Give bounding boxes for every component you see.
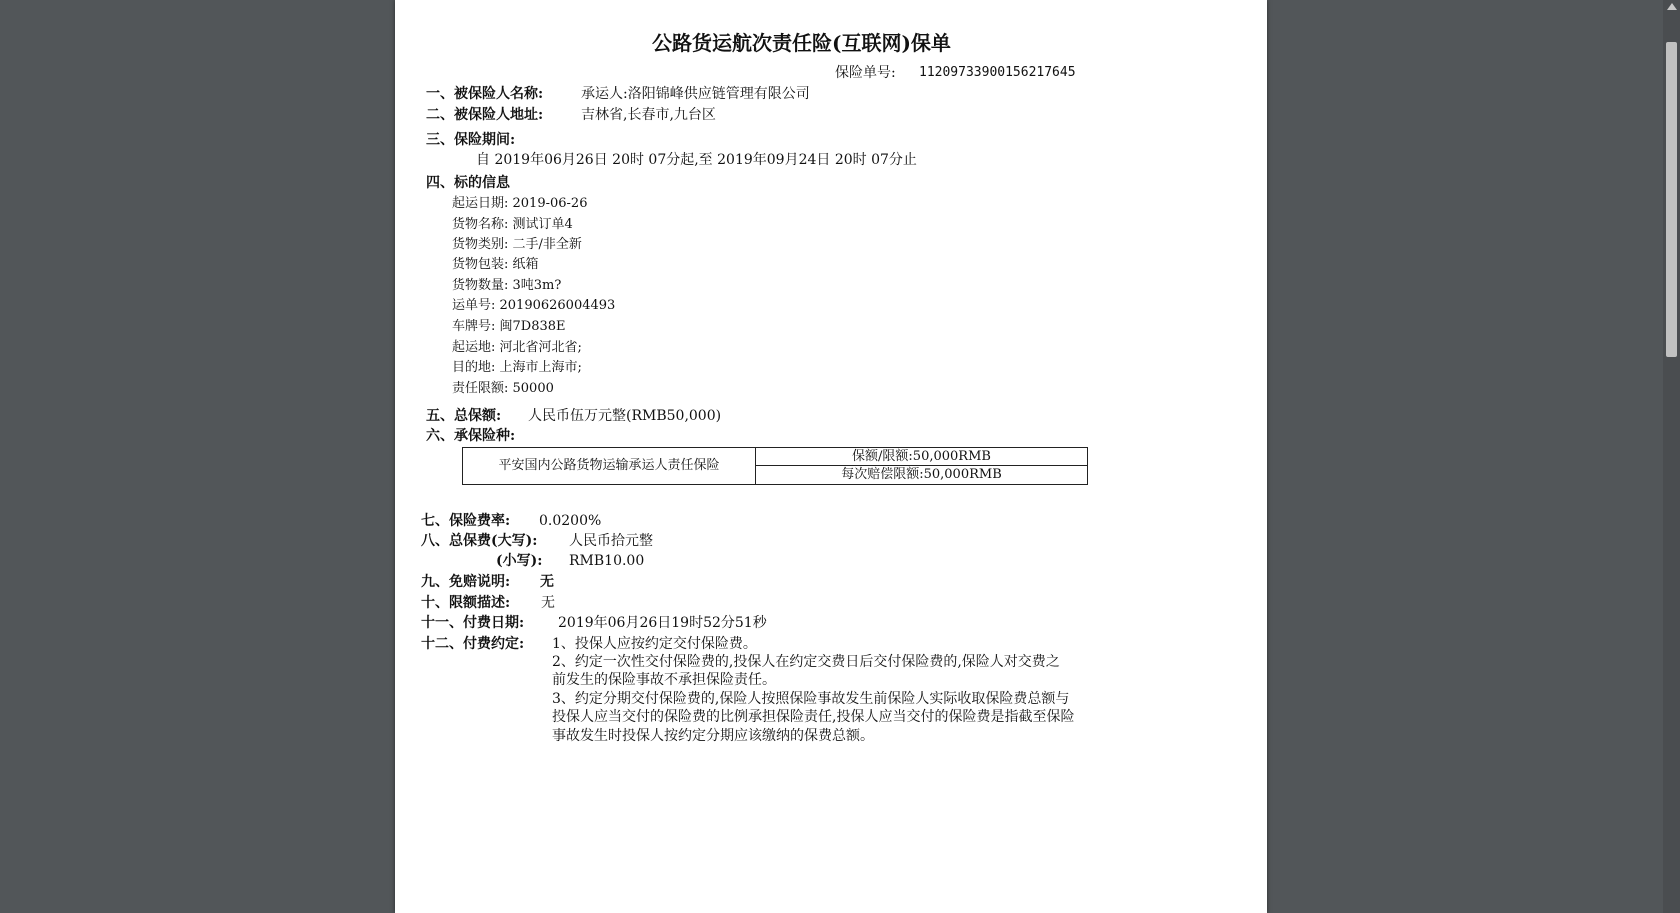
subject-item: 货物名称: 测试订单4 xyxy=(452,217,573,232)
scroll-thumb[interactable] xyxy=(1666,42,1677,357)
coverage-name: 平安国内公路货物运输承运人责任保险 xyxy=(463,448,756,484)
premium-rate-label: 七、保险费率: xyxy=(421,513,511,529)
subject-info-label: 四、标的信息 xyxy=(426,175,510,191)
agreement-line: 3、约定分期交付保险费的,保险人按照保险事故发生前保险人实际收取保险费总额与 xyxy=(552,691,1070,707)
agreement-line: 投保人应当交付的保险费的比例承担保险责任,投保人应当交付的保险费是指截至保险 xyxy=(552,709,1075,725)
subject-item: 货物数量: 3吨3m? xyxy=(452,278,562,293)
agreement-line: 2、约定一次性交付保险费的,投保人在约定交费日后交付保险费的,保险人对交费之 xyxy=(552,654,1060,670)
insurance-period-value: 自 2019年06月26日 20时 07分起,至 2019年09月24日 20时 07分止 xyxy=(476,152,917,168)
subject-item: 运单号: 20190626004493 xyxy=(452,298,616,313)
insured-name-value: 承运人:洛阳锦峰供应链管理有限公司 xyxy=(581,86,810,102)
total-premium-small-value: RMB10.00 xyxy=(569,553,645,569)
limit-description-label: 十、限额描述: xyxy=(421,595,511,611)
limit-description-value: 无 xyxy=(541,595,555,611)
deductible-value: 无 xyxy=(540,574,554,590)
coverage-table xyxy=(462,447,1088,485)
total-premium-small-label: (小写): xyxy=(496,553,543,569)
coverage-per-claim-limit: 每次赔偿限额:50,000RMB xyxy=(841,467,1002,482)
policy-number-label: 保险单号: xyxy=(835,65,896,81)
premium-rate-value: 0.0200% xyxy=(539,513,602,529)
payment-agreement-label: 十二、付费约定: xyxy=(421,636,525,652)
agreement-line: 事故发生时投保人按约定分期应该缴纳的保费总额。 xyxy=(552,728,874,744)
payment-date-value: 2019年06月26日19时52分51秒 xyxy=(558,615,767,631)
policy-number: 11209733900156217645 xyxy=(919,65,1076,80)
total-premium-value: 人民币拾元整 xyxy=(569,533,653,549)
total-insured-amount-label: 五、总保额: xyxy=(426,408,502,424)
vertical-scrollbar[interactable] xyxy=(1663,0,1680,913)
subject-item: 责任限额: 50000 xyxy=(452,381,554,396)
insurance-period-label: 三、保险期间: xyxy=(426,132,516,148)
coverage-limit: 保额/限额:50,000RMB xyxy=(756,448,1087,466)
insured-address-value: 吉林省,长春市,九台区 xyxy=(581,107,716,123)
subject-item: 起运日期: 2019-06-26 xyxy=(452,196,588,211)
subject-item: 货物包装: 纸箱 xyxy=(452,257,539,272)
subject-item: 货物类别: 二手/非全新 xyxy=(452,237,582,252)
insured-name-label: 一、被保险人名称: xyxy=(426,86,544,102)
subject-item: 起运地: 河北省河北省; xyxy=(452,340,582,355)
agreement-line: 1、投保人应按约定交付保险费。 xyxy=(552,636,757,652)
total-insured-amount-value: 人民币伍万元整(RMB50,000) xyxy=(528,408,722,424)
subject-item: 目的地: 上海市上海市; xyxy=(452,360,582,375)
total-premium-label: 八、总保费(大写): xyxy=(421,533,538,549)
deductible-label: 九、免赔说明: xyxy=(421,574,511,590)
document-title: 公路货运航次责任险(互联网)保单 xyxy=(652,31,951,55)
insured-address-label: 二、被保险人地址: xyxy=(426,107,544,123)
payment-date-label: 十一、付费日期: xyxy=(421,615,525,631)
subject-item: 车牌号: 闽7D838E xyxy=(452,319,566,334)
coverage-type-label: 六、承保险种: xyxy=(426,428,516,444)
scroll-up-arrow-icon[interactable] xyxy=(1667,3,1677,10)
agreement-line: 前发生的保险事故不承担保险责任。 xyxy=(552,672,776,688)
